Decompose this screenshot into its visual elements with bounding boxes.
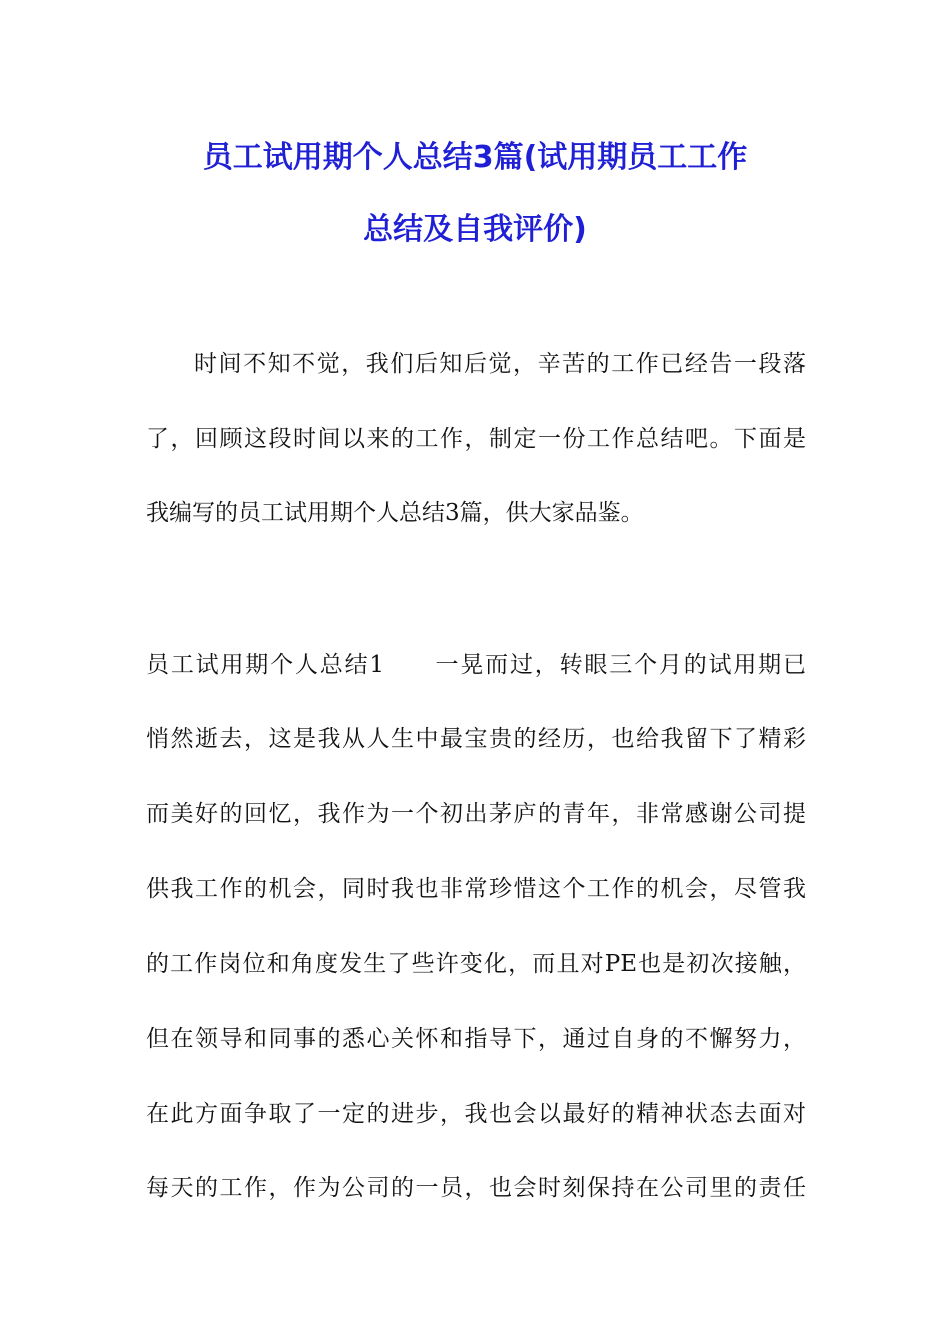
section1-line-4: 供我工作的机会，同时我也非常珍惜这个工作的机会，尽管我 xyxy=(146,876,806,902)
section1-line-1: 员工试用期个人总结1 一晃而过，转眼三个月的试用期已 xyxy=(146,652,806,678)
intro-line-1: 时间不知不觉，我们后知后觉，辛苦的工作已经告一段落 xyxy=(194,351,806,377)
document-title-line-2: 总结及自我评价) xyxy=(363,212,587,247)
section1-line-8: 每天的工作，作为公司的一员，也会时刻保持在公司里的责任 xyxy=(146,1175,806,1201)
section1-line-2: 悄然逝去，这是我从人生中最宝贵的经历，也给我留下了精彩 xyxy=(146,726,806,752)
section1-line-5: 的工作岗位和角度发生了些许变化，而且对PE也是初次接触， xyxy=(146,951,806,977)
intro-line-2: 了，回顾这段时间以来的工作，制定一份工作总结吧。下面是 xyxy=(146,426,806,452)
document-title-line-1: 员工试用期个人总结3篇(试用期员工工作 xyxy=(202,140,748,175)
section1-line-7: 在此方面争取了一定的进步，我也会以最好的精神状态去面对 xyxy=(146,1101,806,1127)
section1-line-6: 但在领导和同事的悉心关怀和指导下，通过自身的不懈努力， xyxy=(146,1026,806,1052)
intro-line-3: 我编写的员工试用期个人总结3篇，供大家品鉴。 xyxy=(146,500,644,526)
section1-line-3: 而美好的回忆，我作为一个初出茅庐的青年，非常感谢公司提 xyxy=(146,801,806,827)
